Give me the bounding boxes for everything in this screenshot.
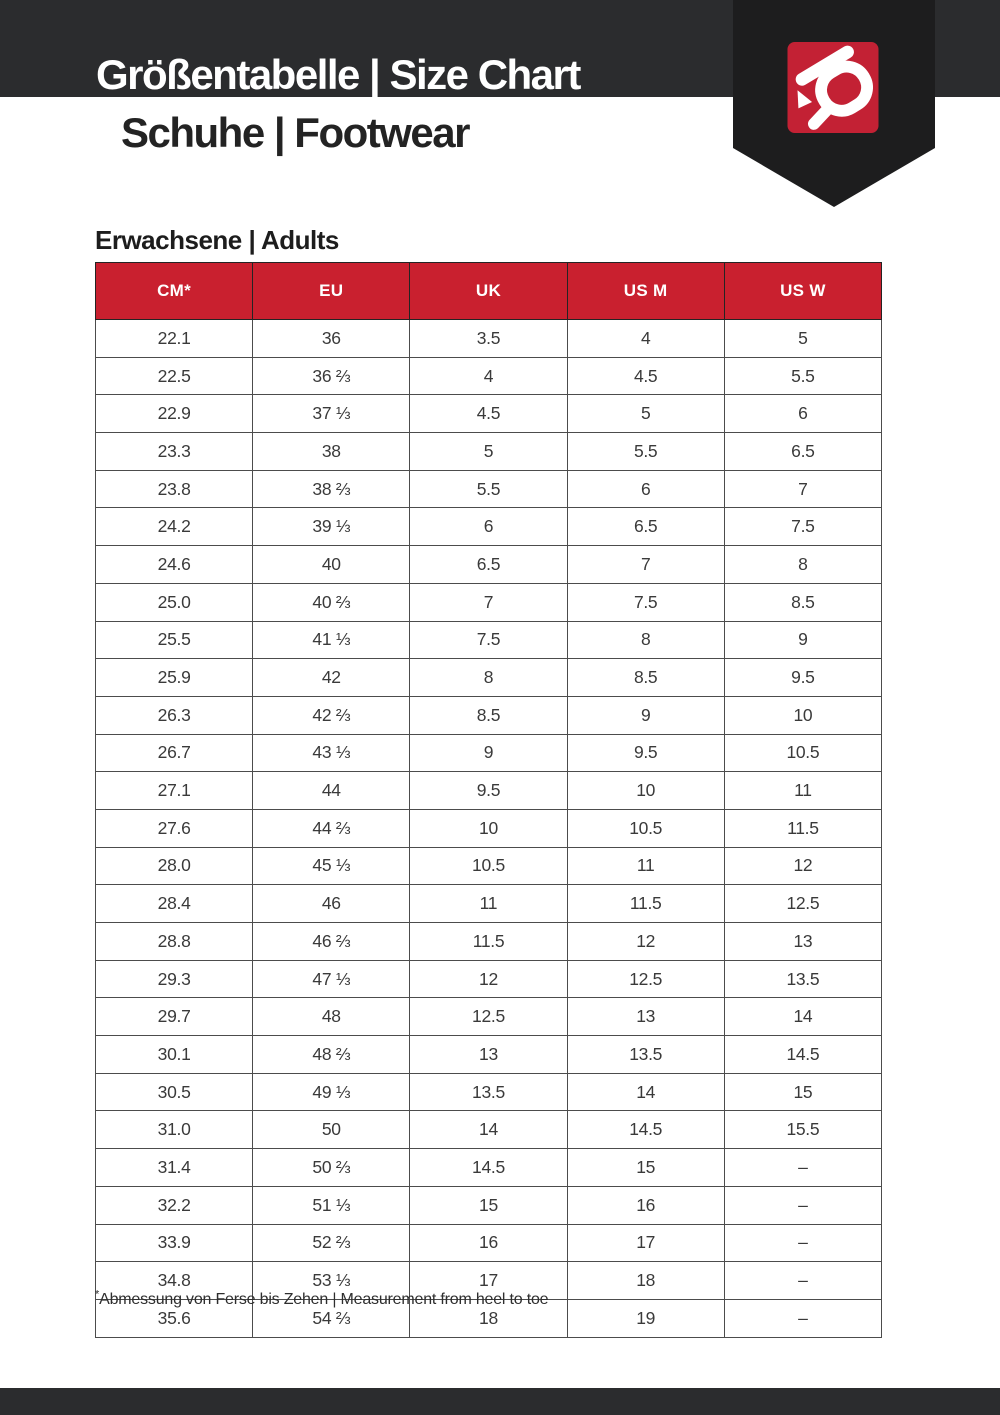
size-cell: 12.5	[410, 998, 567, 1036]
size-cell: 25.5	[96, 621, 253, 659]
table-row	[96, 960, 882, 998]
size-cell: 16	[410, 1224, 567, 1262]
size-cell: –	[724, 1186, 881, 1224]
table-row	[96, 923, 882, 961]
size-cell: 34.8	[96, 1262, 253, 1300]
size-cell: 22.9	[96, 395, 253, 433]
size-cell: 5.5	[724, 357, 881, 395]
size-cell: 8	[410, 659, 567, 697]
pennant-banner	[733, 0, 935, 207]
size-cell: 6.5	[724, 433, 881, 471]
size-table-head	[96, 263, 882, 320]
size-cell: 5	[410, 433, 567, 471]
page-subtitle: Schuhe | Footwear	[121, 109, 469, 156]
size-cell: 18	[410, 1299, 567, 1337]
size-cell: 33.9	[96, 1224, 253, 1262]
size-cell: 5.5	[567, 433, 724, 471]
size-cell: 38	[253, 433, 410, 471]
size-cell: 46 ⅔	[253, 923, 410, 961]
table-row	[96, 583, 882, 621]
footnote-asterisk: *	[95, 1288, 100, 1301]
size-cell: 19	[567, 1299, 724, 1337]
size-cell: 10	[410, 809, 567, 847]
size-cell: –	[724, 1299, 881, 1337]
size-cell: 9.5	[724, 659, 881, 697]
size-cell: 10.5	[567, 809, 724, 847]
size-cell: 9.5	[410, 772, 567, 810]
size-cell: 14.5	[410, 1149, 567, 1187]
size-cell: 14.5	[724, 1036, 881, 1074]
size-cell: 42 ⅔	[253, 696, 410, 734]
size-cell: 27.1	[96, 772, 253, 810]
size-cell: 8.5	[410, 696, 567, 734]
size-table-body	[96, 320, 882, 1338]
table-row	[96, 659, 882, 697]
size-cell: 36	[253, 320, 410, 358]
size-cell: 4.5	[567, 357, 724, 395]
size-cell: 15	[410, 1186, 567, 1224]
page-title: Größentabelle | Size Chart	[96, 51, 580, 98]
size-cell: 17	[410, 1262, 567, 1300]
size-cell: 14	[724, 998, 881, 1036]
size-cell: 11	[724, 772, 881, 810]
table-row	[96, 1111, 882, 1149]
size-cell: 44	[253, 772, 410, 810]
size-cell: 15.5	[724, 1111, 881, 1149]
size-cell: 32.2	[96, 1186, 253, 1224]
size-cell: 12.5	[567, 960, 724, 998]
table-row	[96, 395, 882, 433]
size-cell: 44 ⅔	[253, 809, 410, 847]
column-header-eu: EU	[253, 263, 410, 320]
size-cell: 40	[253, 546, 410, 584]
size-cell: 5.5	[410, 470, 567, 508]
column-header-cm: CM*	[96, 263, 253, 320]
size-cell: 18	[567, 1262, 724, 1300]
size-cell: 6	[567, 470, 724, 508]
five-ten-logo-icon	[788, 42, 879, 133]
size-cell: 46	[253, 885, 410, 923]
footer-bar	[0, 1388, 1000, 1415]
size-cell: 5	[567, 395, 724, 433]
size-cell: 11.5	[410, 923, 567, 961]
table-row	[96, 1036, 882, 1074]
size-cell: 24.2	[96, 508, 253, 546]
size-cell: –	[724, 1262, 881, 1300]
table-row	[96, 470, 882, 508]
size-cell: 4	[567, 320, 724, 358]
size-cell: 13	[410, 1036, 567, 1074]
table-row	[96, 734, 882, 772]
size-cell: 8	[724, 546, 881, 584]
size-cell: 51 ⅓	[253, 1186, 410, 1224]
footnote-text: Abmessung von Ferse bis Zehen | Measurement from heel to toe	[99, 1291, 549, 1308]
footnote	[95, 1288, 549, 1309]
size-cell: 10	[567, 772, 724, 810]
table-row	[96, 320, 882, 358]
size-cell: 42	[253, 659, 410, 697]
size-cell: 30.5	[96, 1073, 253, 1111]
size-cell: 23.8	[96, 470, 253, 508]
size-cell: 25.0	[96, 583, 253, 621]
size-cell: 50	[253, 1111, 410, 1149]
table-row	[96, 885, 882, 923]
size-cell: 11.5	[724, 809, 881, 847]
size-cell: 50 ⅔	[253, 1149, 410, 1187]
size-cell: 7	[724, 470, 881, 508]
size-cell: 22.5	[96, 357, 253, 395]
table-row	[96, 847, 882, 885]
size-cell: 31.0	[96, 1111, 253, 1149]
table-row	[96, 998, 882, 1036]
size-cell: 14	[410, 1111, 567, 1149]
size-cell: 25.9	[96, 659, 253, 697]
size-cell: 9	[567, 696, 724, 734]
size-cell: 35.6	[96, 1299, 253, 1337]
size-cell: 24.6	[96, 546, 253, 584]
size-cell: 48 ⅔	[253, 1036, 410, 1074]
size-cell: 12	[567, 923, 724, 961]
size-cell: 13.5	[724, 960, 881, 998]
size-cell: 11	[410, 885, 567, 923]
size-cell: 49 ⅓	[253, 1073, 410, 1111]
size-cell: 28.8	[96, 923, 253, 961]
size-cell: 7	[567, 546, 724, 584]
table-row	[96, 621, 882, 659]
size-cell: 12	[410, 960, 567, 998]
table-row	[96, 1073, 882, 1111]
size-cell: 43 ⅓	[253, 734, 410, 772]
size-cell: 39 ⅓	[253, 508, 410, 546]
section-heading: Erwachsene | Adults	[95, 225, 339, 255]
size-cell: 52 ⅔	[253, 1224, 410, 1262]
table-row	[96, 433, 882, 471]
size-cell: 45 ⅓	[253, 847, 410, 885]
size-cell: 14.5	[567, 1111, 724, 1149]
size-cell: 27.6	[96, 809, 253, 847]
size-cell: 15	[567, 1149, 724, 1187]
size-cell: 38 ⅔	[253, 470, 410, 508]
size-cell: 26.3	[96, 696, 253, 734]
size-cell: 14	[567, 1073, 724, 1111]
size-cell: 13.5	[410, 1073, 567, 1111]
size-cell: 36 ⅔	[253, 357, 410, 395]
size-cell: 41 ⅓	[253, 621, 410, 659]
size-cell: 7.5	[724, 508, 881, 546]
size-cell: 17	[567, 1224, 724, 1262]
table-row	[96, 772, 882, 810]
size-cell: 47 ⅓	[253, 960, 410, 998]
table-row	[96, 696, 882, 734]
table-row	[96, 809, 882, 847]
size-cell: 9.5	[567, 734, 724, 772]
table-row	[96, 1186, 882, 1224]
size-cell: 28.4	[96, 885, 253, 923]
size-cell: 53 ⅓	[253, 1262, 410, 1300]
column-header-usm: US M	[567, 263, 724, 320]
size-cell: 15	[724, 1073, 881, 1111]
table-row	[96, 1224, 882, 1262]
table-row	[96, 546, 882, 584]
column-header-uk: UK	[410, 263, 567, 320]
size-cell: 48	[253, 998, 410, 1036]
size-cell: 6	[410, 508, 567, 546]
size-cell: 22.1	[96, 320, 253, 358]
size-cell: 6	[724, 395, 881, 433]
size-cell: 29.3	[96, 960, 253, 998]
size-cell: –	[724, 1224, 881, 1262]
size-cell: 31.4	[96, 1149, 253, 1187]
size-table	[95, 262, 882, 1338]
size-cell: 10	[724, 696, 881, 734]
size-cell: 16	[567, 1186, 724, 1224]
size-cell: 4.5	[410, 395, 567, 433]
size-cell: 26.7	[96, 734, 253, 772]
size-cell: –	[724, 1149, 881, 1187]
size-cell: 8	[567, 621, 724, 659]
size-cell: 10.5	[724, 734, 881, 772]
size-cell: 11.5	[567, 885, 724, 923]
size-cell: 28.0	[96, 847, 253, 885]
size-cell: 3.5	[410, 320, 567, 358]
size-cell: 30.1	[96, 1036, 253, 1074]
table-row	[96, 508, 882, 546]
size-cell: 54 ⅔	[253, 1299, 410, 1337]
size-cell: 13	[724, 923, 881, 961]
table-row	[96, 357, 882, 395]
size-cell: 6.5	[567, 508, 724, 546]
size-cell: 12	[724, 847, 881, 885]
size-cell: 8.5	[724, 583, 881, 621]
size-cell: 8.5	[567, 659, 724, 697]
size-cell: 7.5	[410, 621, 567, 659]
size-cell: 40 ⅔	[253, 583, 410, 621]
table-row	[96, 1149, 882, 1187]
size-cell: 9	[724, 621, 881, 659]
size-cell: 13.5	[567, 1036, 724, 1074]
size-cell: 12.5	[724, 885, 881, 923]
size-cell: 29.7	[96, 998, 253, 1036]
size-cell: 13	[567, 998, 724, 1036]
size-cell: 37 ⅓	[253, 395, 410, 433]
size-cell: 6.5	[410, 546, 567, 584]
header-row	[96, 263, 882, 320]
size-cell: 4	[410, 357, 567, 395]
column-header-usw: US W	[724, 263, 881, 320]
size-cell: 11	[567, 847, 724, 885]
size-cell: 10.5	[410, 847, 567, 885]
size-cell: 23.3	[96, 433, 253, 471]
size-cell: 9	[410, 734, 567, 772]
size-cell: 7.5	[567, 583, 724, 621]
size-cell: 7	[410, 583, 567, 621]
size-cell: 5	[724, 320, 881, 358]
